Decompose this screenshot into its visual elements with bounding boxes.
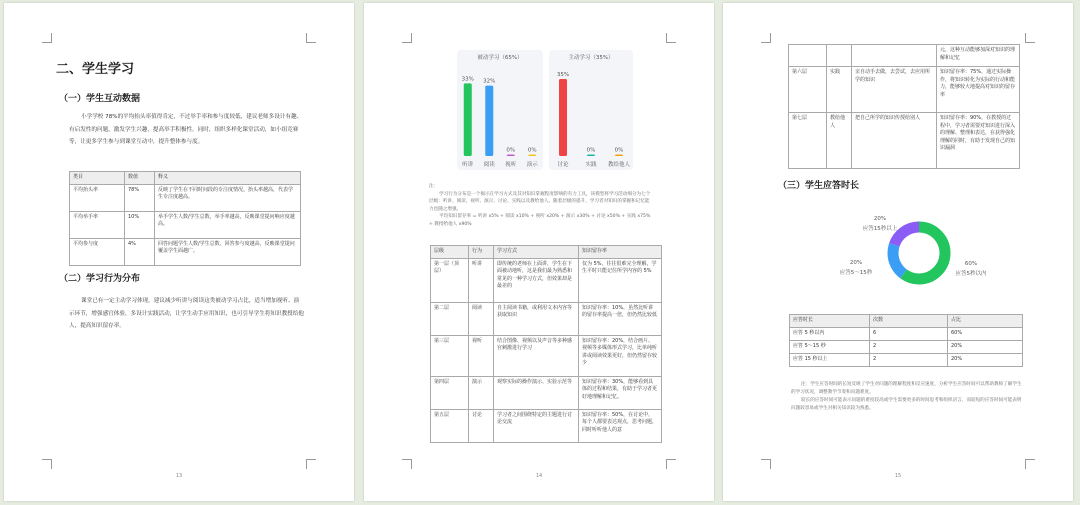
table-cell: 学习者之间围绕特定的主题进行讨论交流 — [494, 409, 579, 442]
chart-note — [429, 183, 654, 228]
section-heading: （三）学生应答时长 — [778, 181, 860, 191]
table-cell: 知识留存率：90%，在教授的过程中，学习者需要对知识进行深入的理解、整理和表达，在获得强化理解的同时，有助于发现自己的知识漏洞 — [937, 113, 1020, 169]
category-label: 教给他人 — [607, 162, 631, 168]
table-cell: 听讲 — [469, 258, 494, 302]
document-page-14 — [364, 3, 714, 501]
table-cell: 反映了学生在不同时间段的专注度情况。抬头率越高，代表学生专注度越高。 — [155, 184, 301, 211]
donut-ring — [893, 227, 945, 279]
bar — [528, 155, 536, 157]
table-cell: 知识留存率：20%，结合画片、视频等多媒体形式学习，比单纯听讲或阅读效果更好，但仍然留存较少 — [579, 335, 662, 376]
table-cell: 回答问题学生人数/学生总数，回答参与度越高，反映课堂提问覆盖学生面越广。 — [155, 238, 301, 265]
table-header-row — [790, 315, 1023, 328]
learning-behavior-bar-chart — [449, 48, 639, 173]
table-cell: 10% — [125, 211, 155, 238]
table-header: 行为 — [469, 246, 494, 259]
table-cell: 知识留存率：50%，在讨论中，每个人都要表达观点，思考问题，同时听听他人的意 — [579, 409, 662, 442]
crop-mark — [402, 33, 412, 43]
table-cell: 讨论 — [469, 409, 494, 442]
category-label: 视听 — [505, 162, 517, 168]
legend-pct-right: 60% — [964, 261, 978, 267]
section-heading: （一）学生互动数据 — [59, 94, 141, 104]
table-cell: 观察实际的操作演示、实验示范等 — [494, 376, 579, 409]
note-text: 注：学生应答时间的长短反映了学生对问题的理解程度和反应速度，分析学生应答时间可以帮助教师了解学生的学习状况，调整教学节奏和问题难度。 — [791, 382, 1022, 395]
category-label: 阅读 — [483, 162, 495, 168]
group-title: 主动学习（35%） — [568, 55, 614, 61]
crop-mark — [42, 459, 52, 469]
bar — [485, 86, 493, 156]
bar — [615, 155, 623, 157]
table-cell: 应答 15 秒以上 — [790, 353, 870, 366]
bar-value-label: 35% — [556, 72, 570, 78]
bar — [559, 79, 567, 156]
bar-value-label: 32% — [483, 78, 496, 85]
table-cell: 知识留存率：30%，能够看到具体的过程和结果，有助于学习者更好地理解和记忆。 — [579, 376, 662, 409]
bar — [587, 155, 595, 157]
crop-mark — [1025, 459, 1035, 469]
table-cell: 自主阅读书籍，或利用文本内容等获取知识 — [494, 302, 579, 335]
table-cell: 平均参与度 — [70, 238, 125, 265]
table-cell: 20% — [948, 340, 1023, 353]
legend-pct-left: 20% — [849, 260, 863, 266]
table-cell: 平均举手率 — [70, 211, 125, 238]
table-cell: 知识留存率：75%，通过实际操作，将知识转化为实际的行动和能力，能够较大地提高对知识的留存率 — [937, 67, 1020, 113]
legend-label-top: 应答15秒以上 — [862, 226, 898, 232]
section-paragraph: 课堂已有一定主动学习体现，建议减少听讲与阅读这类被动学习占比，适当增加视听、演示环节，增强感官体验，多设计实践活动，让学生动手应用知识，也可引导学生将知识教授给他人，提高知识留存率。 — [69, 298, 304, 329]
crop-mark — [42, 33, 52, 43]
note-text: 较长的应答时间可能表示问题的难度较高或学生需要更多的时间思考和组织语言，而较短的应答时间可能表明问题较容易或学生对相关知识较为熟悉。 — [791, 398, 1022, 411]
table-header: 知识留存率 — [579, 246, 662, 259]
table-header: 应答时长 — [790, 315, 870, 328]
table-cell: 第二层 — [431, 302, 469, 335]
table-header: 数值 — [125, 172, 155, 185]
table-cell: 平均抬头率 — [70, 184, 125, 211]
page-number: 14 — [535, 473, 543, 479]
table-cell: 元，这种互动能够加深对知识的理解和记忆 — [937, 45, 1020, 67]
response-time-donut-chart — [813, 208, 1003, 298]
crop-mark — [402, 459, 412, 469]
table-cell: 78% — [125, 184, 155, 211]
formula-text: 平均知识留存率 = 听讲 x5% + 阅读 x10% + 视听 x20% + 演示 x30% + 讨论 x50% + 实践 x75% + 教授给他人 x90% — [429, 214, 651, 227]
table-header: 类目 — [70, 172, 125, 185]
table-cell: 教给他人 — [827, 113, 852, 169]
table-cell: 视听 — [469, 335, 494, 376]
category-label: 演示 — [526, 162, 538, 168]
crop-mark — [761, 33, 771, 43]
table-row — [431, 335, 662, 376]
note-text: 学习行为分布是一个揭示在学习方式及其对知识掌握程度影响的有力工具，该模型将学习活动细分为七个层级：听讲、阅读、视听、演示、讨论、实践以及教给他人。随着层级的提升，学习者对知识的掌握和记忆能力也随之增强。 — [429, 191, 651, 212]
table-header: 学习方式 — [494, 246, 579, 259]
table-header-row — [431, 246, 662, 259]
table-cell: 应答 5～15 秒 — [790, 340, 870, 353]
group-title: 被动学习（65%） — [477, 55, 523, 61]
table-cell: 20% — [948, 353, 1023, 366]
table-cell: 第六层 — [789, 67, 827, 113]
table-cell: 结合图像、视频以及声音等多种感官刺激进行学习 — [494, 335, 579, 376]
bar-value-label: 0% — [586, 147, 596, 154]
learning-pyramid-table — [430, 245, 662, 443]
table-row — [431, 409, 662, 442]
table-header: 次数 — [870, 315, 948, 328]
table-row — [70, 211, 301, 238]
table-cell: 仅为 5%，往往很难完全理解，学生平时只能记住所学内容的 5% — [579, 258, 662, 302]
crop-mark — [761, 459, 771, 469]
crop-mark — [306, 33, 316, 43]
table-row — [789, 45, 1020, 67]
crop-mark — [306, 459, 316, 469]
table-header: 层级 — [431, 246, 469, 259]
page-number: 13 — [175, 473, 183, 479]
page-heading: 二、学生学习 — [56, 62, 135, 77]
table-cell: 2 — [870, 353, 948, 366]
bar-value-label: 0% — [527, 147, 537, 154]
table-cell: 60% — [948, 327, 1023, 340]
note-label: 注： — [429, 184, 439, 189]
table-cell: 亲自动手去做，去尝试，去应用所学的知识 — [852, 67, 937, 113]
table-header-row — [70, 172, 301, 185]
legend-label-right: 应答5秒以内 — [955, 271, 987, 277]
document-page-15 — [723, 3, 1073, 501]
table-row — [790, 340, 1023, 353]
table-cell: 演示 — [469, 376, 494, 409]
table-header: 占比 — [948, 315, 1023, 328]
table-row — [431, 258, 662, 302]
table-cell — [789, 45, 827, 67]
table-cell: 应答 5 秒以内 — [790, 327, 870, 340]
learning-pyramid-table-continued — [788, 44, 1020, 169]
category-label: 实践 — [585, 162, 597, 168]
table-cell: 4% — [125, 238, 155, 265]
table-cell: 第七层 — [789, 113, 827, 169]
section-paragraph: 小学学校 78%的平均抬头率值得肯定，不过举手率和参与度较低，建议老师多设计有趣、有启发性的问题，激发学生兴趣，提高举手积极性。同时，组织多样化课堂活动，如小组竞赛等，让更多学生参与到课堂互动中，提升整体参与度。 — [69, 114, 303, 145]
page-number: 15 — [894, 473, 902, 479]
bar — [507, 155, 515, 157]
table-row — [70, 238, 301, 265]
table-cell: 6 — [870, 327, 948, 340]
table-cell: 2 — [870, 340, 948, 353]
legend-pct-top: 20% — [873, 216, 887, 222]
crop-mark — [1025, 33, 1035, 43]
bar-value-label: 0% — [614, 147, 624, 154]
legend-label-left: 应答5～15秒 — [839, 270, 873, 276]
table-cell: 阅读 — [469, 302, 494, 335]
table-cell — [852, 45, 937, 67]
table-cell: 第五层 — [431, 409, 469, 442]
document-page-13 — [4, 3, 354, 501]
table-row — [790, 353, 1023, 366]
table-row — [431, 376, 662, 409]
crop-mark — [666, 459, 676, 469]
table-cell: 举手学生人数/学生总数，举手率越高，反映课堂提问响应度越高。 — [155, 211, 301, 238]
interaction-data-table — [69, 171, 301, 266]
table-row — [70, 184, 301, 211]
table-row — [790, 327, 1023, 340]
bar-value-label: 0% — [506, 147, 516, 154]
table-cell: 实践 — [827, 67, 852, 113]
bar — [464, 83, 472, 156]
section-heading: （二）学习行为分布 — [59, 274, 141, 284]
table-cell: 即传统的老师在上面讲，学生在下面被动地听，这是我们最为熟悉和常见的一种学习方式，但效果却是最差的 — [494, 258, 579, 302]
table-row — [431, 302, 662, 335]
category-label: 讨论 — [557, 162, 569, 168]
bar-value-label: 33% — [461, 76, 474, 83]
table-cell: 第三层 — [431, 335, 469, 376]
table-row — [789, 67, 1020, 113]
response-time-table — [789, 314, 1023, 367]
category-label: 听讲 — [462, 162, 474, 168]
table-cell: 第四层 — [431, 376, 469, 409]
table-cell: 第一层（顶层） — [431, 258, 469, 302]
crop-mark — [666, 33, 676, 43]
table-header: 释义 — [155, 172, 301, 185]
table-cell — [827, 45, 852, 67]
table-cell: 知识留存率：10%，虽然比听讲的留存率提高一倍，但仍然比较低 — [579, 302, 662, 335]
table-cell: 把自己所学的知识传授给别人 — [852, 113, 937, 169]
table-row — [789, 113, 1020, 169]
